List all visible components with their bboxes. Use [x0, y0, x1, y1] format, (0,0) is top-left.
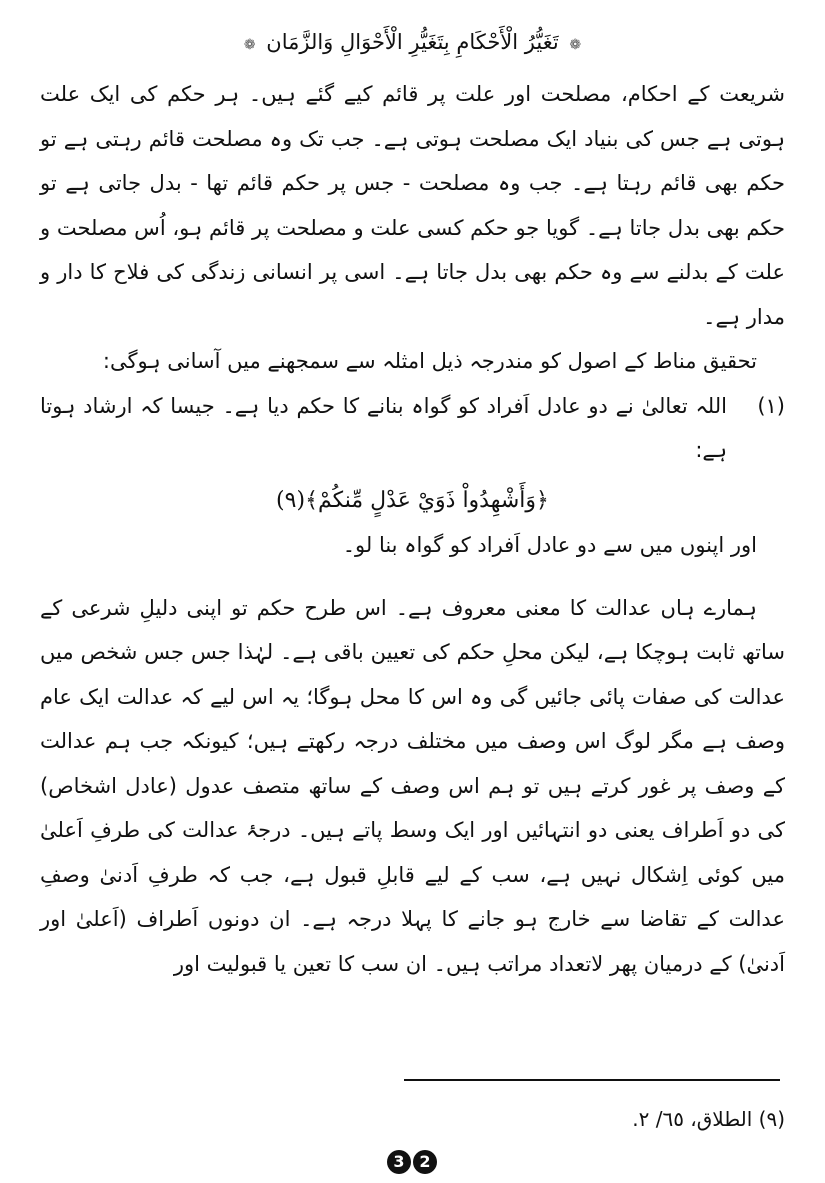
verse-footnote-ref: (٩)	[276, 487, 306, 513]
verse-translation: اور اپنوں میں سے دو عادل اَفراد کو گواہ بنا لو۔	[342, 533, 757, 557]
page-number-digit: 3	[387, 1150, 411, 1174]
header-ornament-left: ❁	[569, 37, 582, 53]
paragraph-2: تحقیق مناط کے اصول کو مندرجہ ذیل امثلہ سے سمجھنے میں آسانی ہوگی:	[102, 349, 757, 373]
verse-text: ﴿وَأَشْهِدُواْ ذَوَيْ عَدْلٍ مِّنكُمْ﴾	[305, 487, 549, 513]
header-ornament-right: ❁	[243, 37, 256, 53]
page-number-digit: 2	[413, 1150, 437, 1174]
paragraph-1: شریعت کے احکام، مصلحت اور علت پر قائم کیے گئے ہیں۔ ہر حکم کی ایک علت ہوتی ہے جس کی بنیاد ایک مصلحت ہوتی ہے۔ جب تک وہ مصلحت قائم رہتی ہے تو حکم بھی قائم رہتا ہے۔ جب وہ مصلحت - جس پر حکم قائم تھا - بدل جاتی ہے تو حکم بھی بدل جاتا ہے۔ گویا جو حکم کسی علت و مصلحت پر قائم ہو، اُس مصلحت و علت کے بدلنے سے وہ حکم بھی بدل جاتا ہے۔ اسی پر انسانی زندگی کی فلاح کا دار و مدار ہے۔	[40, 82, 785, 329]
running-header	[40, 20, 785, 64]
numbered-item-1	[40, 384, 785, 473]
paragraph-3: ہمارے ہاں عدالت کا معنی معروف ہے۔ اس طرح حکم تو اپنی دلیلِ شرعی کے ساتھ ثابت ہوچکا ہے، لیکن محلِ حکم کی تعیین باقی ہے۔ لہٰذا جس جس شخص میں عدالت کی صفات پائی جائیں گی وہ اس کا محل ہوگا؛ یہ اس لیے کہ عدالت ایک عام وصف ہے مگر لوگ اس وصف میں مختلف درجہ رکھتے ہیں؛ کیونکہ جب ہم عدالت کے وصف پر غور کرتے ہیں تو ہم اس وصف کے ساتھ متصف عدول (عادل اشخاص) کی دو اَطراف یعنی دو انتہائیں اور ایک وسط پاتے ہیں۔ درجۂ عدالت کی طرفِ اَعلیٰ میں کوئی اِشکال نہیں ہے، سب کے لیے قابلِ قبول ہے، جب کہ طرفِ اَدنیٰ وصفِ عدالت کے تقاضا سے خارج ہو جانے کا پہلا درجہ ہے۔ ان دونوں اَطراف (اَعلیٰ اور اَدنیٰ) کے درمیان پھر لاتعداد مراتب ہیں۔ ان سب کا تعین یا قبولیت اور	[40, 595, 785, 976]
quran-verse	[40, 479, 785, 524]
item-text: اللہ تعالیٰ نے دو عادل اَفراد کو گواہ بنانے کا حکم دیا ہے۔ جیسا کہ ارشاد ہوتا ہے:	[40, 393, 727, 462]
header-title: تَغَيُّرُ الْأَحْكَامِ بِتَغَيُّرِ الْأَحْوَالِ وَالزَّمَان	[266, 30, 559, 54]
footnote-divider	[404, 1079, 780, 1081]
main-text	[40, 72, 785, 986]
page-number	[360, 1150, 464, 1174]
item-number: (١)	[757, 393, 785, 418]
footnote: (٩) الطلاق، ٦٥/ ٢.	[632, 1107, 785, 1131]
